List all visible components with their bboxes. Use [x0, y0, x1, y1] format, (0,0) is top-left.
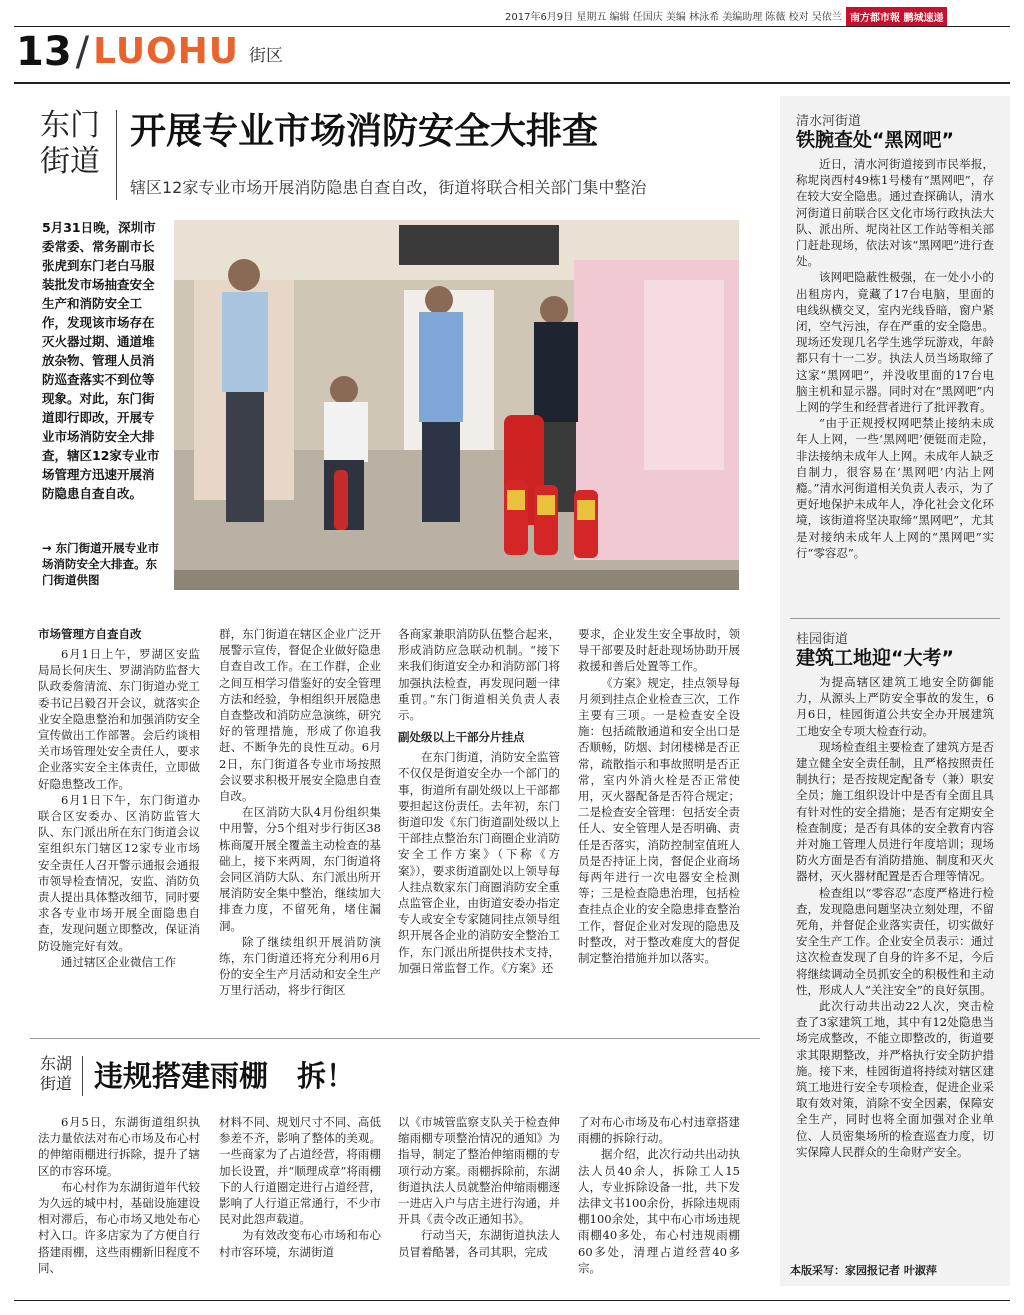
paragraph: 此次行动共出动22人次，突击检查了3家建筑工地，其中有12处隐患当场完成整改，不能立即整改的，街道要求其限期整改，并严格执行安全防护措施。接下来，桂园街道将持续对辖区建筑工地进行安全专项检查，促进企业采取有效对策，消除不安全因素，保障安全生产，同时也将全面加强对企业单位、人员密集场所的检查巡查力度，切实保障人民群众的生命财产安全。	[796, 999, 994, 1159]
paragraph: 布心村作为东湖街道年代较为久远的城中村，基础设施建设相对滞后，布心市场又地处布心村入口。许多店家为了方便自行搭建雨棚，这些雨棚新旧程度不同、	[38, 1179, 200, 1275]
main-column-3	[398, 626, 560, 1026]
paragraph: 各商家兼职消防队伍整合起来，形成消防应急联动机制。“接下来我们街道安全办和消防部门将加强执法检查，再发现问题一律重罚。”东门街道相关负责人表示。	[398, 627, 560, 723]
news-photo	[174, 220, 739, 590]
paragraph: 为有效改变布心市场和布心村市容环境，东湖街道	[219, 1228, 381, 1259]
main-column-4	[578, 626, 740, 1026]
second-story-top-rule	[30, 1038, 760, 1039]
sidebar-story-2-body	[796, 674, 994, 1244]
second-column-4	[578, 1114, 740, 1294]
paragraph: 检查组以“零容忍”态度严格进行检查，发现隐患问题坚决立刻处理，不留死角，并督促企业落实责任，切实做好安全生产工作。企业安全员表示：通过这次检查发现了自身的许多不足，今后将继续调动全员抓安全的积极性和主动性，形成人人“关注安全”的良好氛围。	[796, 885, 994, 997]
paragraph: 在区消防大队4月份组织集中用警，分5个组对步行街区38栋商厦开展全覆盖主动检查的基础上，接下来两周，东门街道将会同区消防大队、东门派出所开展消防安全集中整治，继续加大排查力度，不留死角，堵住漏洞。	[219, 805, 381, 933]
paragraph: 该网吧隐蔽性极强，在一处小小的出租房内，竟藏了17台电脑，里面的电线纵横交叉，室内光线昏暗，窗户紧闭，空气污浊，存在严重的安全隐患。现场还发现几名学生逃学玩游戏，年龄都只有十一二岁。执法人员当场取缔了这家“黑网吧”，并没收里面的17台电脑主机和显示器。同时对在“黑网吧”内上网的学生和经营者进行了批评教育。	[796, 270, 994, 415]
sidebar-story-1-body	[796, 156, 994, 612]
second-column-3	[398, 1114, 560, 1294]
paragraph: 在东门街道，消防安全监管不仅仅是街道安全办一个部门的事，街道所有副处级以上干部都要担起这份责任。去年初，东门街道印发《东门街道副处级以上干部挂点整治东门商圈企业消防安全工作方案》（下称《方案》），要求街道副处以上领导每人挂点数家东门商圈消防安全重点监管企业，由街道安委办指定专人或安全专家随同挂点领导组织开展各企业的消防安全整治工作，东门派出所提供技术支持，加强日常监督工作。《方案》还	[398, 750, 560, 975]
paragraph: 要求，企业发生安全事故时，领导干部要及时赶赴现场协助开展救援和善后处置等工作。	[578, 627, 740, 674]
paragraph: 材料不同、规划尺寸不同、高低参差不齐，影响了整体的美观。一些商家为了占道经营，将雨棚加长设置，并“顺理成章”将雨棚下的人行道圈定进行占道经营，影响了人行道正常通行，不少市民对此怨声载道。	[219, 1115, 381, 1227]
reporter-credit: 本版采写：家园报记者 叶淑萍	[790, 1264, 937, 1277]
main-column-1	[38, 626, 200, 1026]
sidebar-headline-1: 铁腕查处“黑网吧”	[796, 129, 954, 151]
second-column-2	[219, 1114, 381, 1294]
main-subhead: 辖区12家专业市场开展消防隐患自查自改，街道将联合相关部门集中整治	[130, 178, 647, 197]
slash-divider: /	[75, 29, 90, 75]
second-kicker: 东湖街道	[40, 1054, 73, 1093]
paragraph: 为提高辖区建筑工地安全防御能力，从源头上严防安全事故的发生，6月6日，桂园街道公共安全办开展建筑工地安全专项大检查行动。	[796, 675, 994, 738]
main-column-2	[219, 626, 381, 1026]
date-editor-line: 2017年6月9日 星期五 编辑 任国庆 美编 林泳希 美编助理 陈薇 校对 吴依兰	[505, 12, 842, 23]
kicker-divider	[116, 110, 117, 200]
masthead-rule	[14, 82, 1010, 84]
sidebar-kicker-1: 清水河街道	[796, 114, 862, 129]
newspaper-logo: 南方都市報 鹏城速递	[846, 7, 947, 26]
paragraph: 群，东门街道在辖区企业广泛开展警示宣传，督促企业做好隐患自查自改工作。在工作群，企业之间互相学习借鉴好的安全管理方法和经验，争相组织开展隐患自查整改和消防应急演练，研究好的管理措施，形成了你追我赶、不断争先的良性互动。6月2日，东门街道各专业市场按照会议要求积极开展安全隐患自查自改。	[219, 627, 381, 804]
second-column-1	[38, 1114, 200, 1294]
paragraph: “由于正规授权网吧禁止接纳未成年人上网，一些‘黑网吧’便铤而走险，非法接纳未成年人上网。未成年人缺乏自制力，很容易在‘黑网吧’内沾上网瘾。”清水河街道相关负责人表示，为了更好地保护未成年人，净化社会文化环境，该街道将坚决取缔“黑网吧”，尤其是对接纳未成年人上网的“黑网吧”实行“零容忍”。	[796, 416, 994, 560]
paragraph: 《方案》规定，挂点领导每月须到挂点企业检查三次，工作主要有三项。一是检查安全设施：包括疏散通道和安全出口是否顺畅，防烟、封闭楼梯是否正常，疏散指示和事故照明是否正常，室内外消火栓是否正常使用，灭火器配备是否符合规定；二是检查安全管理：包括安全责任人、安全管理人是否明确、责任是否落实，消防控制室值班人员是否持证上岗，督促企业商场每两年进行一次电器安全检测等；三是检查隐患治理，包括检查挂点企业的安全隐患排查整治工作，督促企业对发现的隐患及时整改，对于整改难度大的督促制定整治措施并加以落实。	[578, 675, 740, 966]
paragraph: 除了继续组织开展消防演练，东门街道还将充分利用6月份的安全生产月活动和安全生产万里行活动，将步行街区	[219, 934, 381, 998]
sidebar-kicker-2: 桂园街道	[796, 632, 849, 647]
paragraph: 6月5日，东湖街道组织执法力量依法对布心市场及布心村的伸缩雨棚进行拆除，提升了辖区的市容环境。	[38, 1115, 200, 1178]
paragraph: 据介绍，此次行动共出动执法人员40余人，拆除工人15人，专业拆除设备一批，共下发法律文书100余份，拆除违规雨棚100余处，其中布心市场违规雨棚40多处，布心村违规雨棚60多处，清理占道经营40多宗。	[578, 1147, 740, 1275]
photo-illustration	[174, 220, 739, 590]
sidebar-divider	[790, 618, 1000, 619]
subtitle-market-selfcheck: 市场管理方自查自改	[38, 627, 142, 641]
paragraph: 6月1日上午，罗湖区安监局局长何庆生、罗湖消防监督大队政委詹清流、东门街道办党工委书记吕毅召开会议，就落实企业安全隐患整治和加强消防安全宣传做出工作部署。会后约谈相关市场管理处安全责任人，要求企业落实安全主体责任，立即做好隐患整改工作。	[38, 647, 200, 791]
bottom-rule	[14, 1300, 1010, 1301]
second-headline: 违规搭建雨棚 拆！	[94, 1059, 356, 1093]
subtitle-cadre-assignment: 副处级以上干部分片挂点	[398, 730, 525, 745]
sidebar-headline-2: 建筑工地迎“大考”	[796, 647, 954, 669]
section-sub: 街区	[249, 46, 284, 66]
paragraph: 通过辖区企业微信工作	[61, 954, 176, 969]
main-lead: 5月31日晚，深圳市委常委、常务副市长张虎到东门老白马服装批发市场抽查安全生产和消防安全工作，发现该市场存在灭火器过期、通道堆放杂物、管理人员消防巡查落实不到位等现象。对此，东门街道即行即改，开展专业市场消防安全大排查，辖区12家专业市场管理方迅速开展消防隐患自查自改。	[42, 220, 160, 501]
section-banner	[16, 29, 284, 75]
paragraph: 行动当天，东湖街道执法人员冒着酷暑，各司其职，完成	[398, 1228, 560, 1259]
photo-caption: → 东门街道开展专业市场消防安全大排查。东门街道供图	[42, 541, 160, 587]
paragraph: 近日，清水河街道接到市民举报，称坭岗西村49栋1号楼有“黑网吧”，存在较大安全隐患。通过查探确认，清水河街道日前联合区文化市场行政执法大队、派出所、坭岗社区工作站等相关部门赶赴现场，依法对该“黑网吧”进行查处。	[796, 157, 994, 269]
paragraph: 6月1日下午，东门街道办联合区安委办、区消防监管大队、东门派出所在东门街道会议室组织东门辖区12家专业市场安全责任人召开警示通报会通报市领导检查情况，安监、消防负责人提出具体整改细节，同时要求各专业市场开展全面隐患自查，发现问题立即整改，保证消防设施完好有效。	[38, 792, 200, 953]
top-thin-rule	[14, 26, 1010, 27]
page-number: 13	[16, 29, 72, 75]
second-kicker-divider	[82, 1056, 83, 1096]
paragraph: 现场检查组主要检查了建筑方是否建立健全安全责任制，且严格按照责任制执行；是否按规定配备专（兼）职安全员；施工组织设计中是否有全面且具有针对性的安全措施；是否有定期安全检查制度；是否有具体的安全教育内容并对施工管理人员进行年度培训；现场防火方面是否有消防措施、制度和灭火器材，灭火器材配置是否合理等情况。	[796, 739, 994, 884]
section-name: LUOHU	[93, 31, 240, 72]
paragraph: 了对布心市场及布心村违章搭建雨棚的拆除行动。	[578, 1115, 740, 1146]
paragraph: 以《市城管监察支队关于检查伸缩雨棚专项整治情况的通知》为指导，制定了整治伸缩雨棚的专项行动方案。雨棚拆除前，东湖街道执法人员就整治伸缩雨棚逐一进店入户与店主进行沟通，并开具《责令改正通知书》。	[398, 1115, 560, 1227]
main-kicker: 东门街道	[40, 108, 100, 179]
main-headline: 开展专业市场消防安全大排查	[130, 111, 599, 152]
